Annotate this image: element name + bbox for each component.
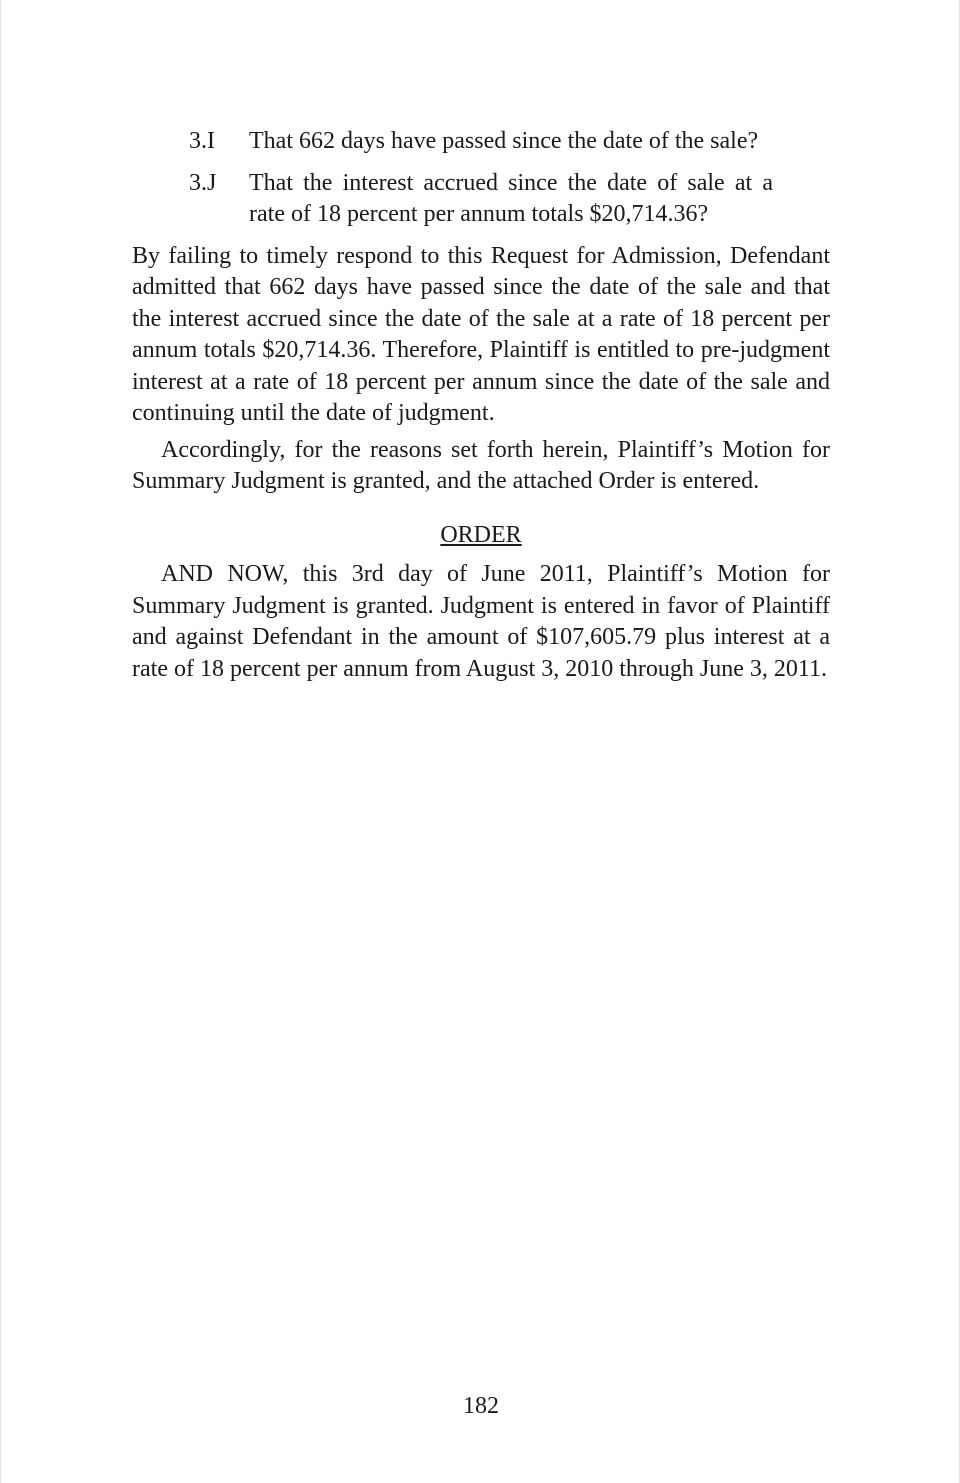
item-text: That the interest accrued since the date of sale at a rate of 18 percent per annum totals $20,714.36? xyxy=(249,169,773,227)
order-text: AND NOW, this 3rd day of June 2011, Plaintiff’s Motion for Summary Judgment is granted. Judgment is entered in favor of Plaintiff and against Defendant in the amount of $107,605.79 plus interest at a rate of 18 percent per annum from August 3, 2010 through June 3, 2011. xyxy=(132,561,830,682)
item-number: 3.J xyxy=(189,169,217,196)
admission-item-3j xyxy=(132,168,773,231)
page-body xyxy=(132,126,830,685)
page-number: 182 xyxy=(463,1393,499,1419)
item-number: 3.I xyxy=(189,128,215,154)
paragraph-admission-effect: By failing to timely respond to this Request for Admission, Defendant admitted that 662 days have passed since the date of the sale and that the interest accrued since the date of the sale at a rate of 18 percent per annum totals $20,714.36. Therefore, Plaintiff is entitled to pre-judgment interest at a rate of 18 percent per annum since the date of the sale and continuing until the date of judgment. xyxy=(132,242,830,426)
paragraph-conclusion: Accordingly, for the reasons set forth herein, Plaintiff’s Motion for Summary Judgment is granted, and the attached Order is entered. xyxy=(132,436,830,494)
order-heading: ORDER xyxy=(440,521,522,548)
item-text: That 662 days have passed since the date of the sale? xyxy=(249,128,759,154)
admission-item-3i xyxy=(132,126,773,158)
